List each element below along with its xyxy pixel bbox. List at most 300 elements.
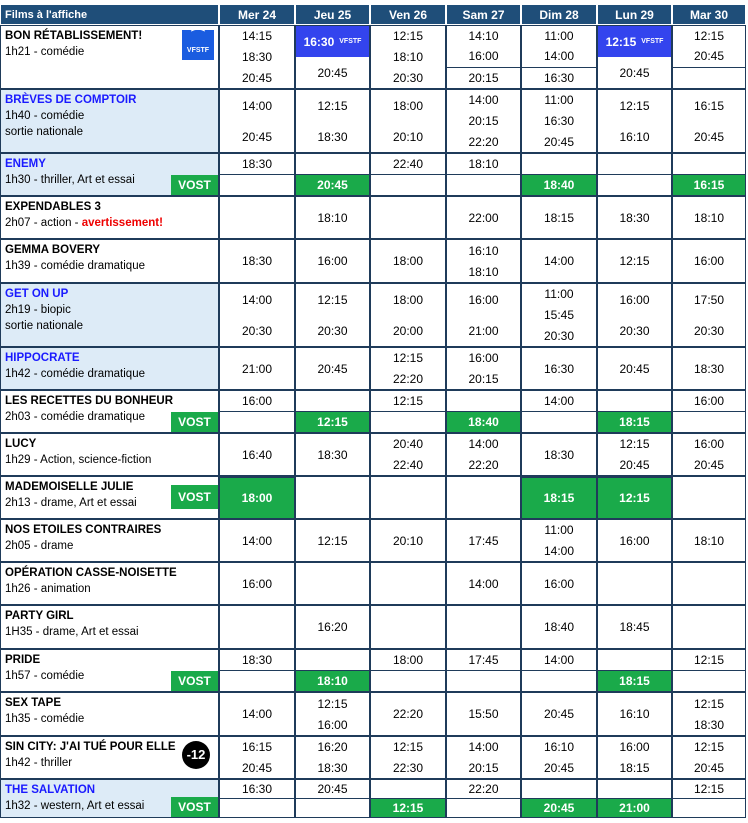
showtime: 11:00 <box>544 523 574 538</box>
showtime: 20:10 <box>392 533 424 548</box>
day-cell <box>672 649 746 692</box>
showtime: 20:45 <box>693 760 725 775</box>
showtime: 18:10 <box>693 210 725 225</box>
showtime <box>447 798 520 817</box>
day-cell <box>219 736 295 779</box>
showtime <box>447 606 520 648</box>
showtime: 12:15 <box>317 98 348 113</box>
day-header: Sam 27 <box>446 4 521 25</box>
showtime: 16:20 <box>317 620 348 634</box>
film-cell <box>0 283 219 347</box>
day-cell <box>295 736 370 779</box>
showtime: 17:45 <box>468 653 499 667</box>
day-cell <box>295 239 370 283</box>
showtime: 12:15 <box>693 740 725 755</box>
day-cell <box>521 433 597 476</box>
film-detail: 2h19 - biopic <box>5 304 71 316</box>
showtime: 18:40 <box>543 620 575 634</box>
day-cell <box>597 476 672 519</box>
showtime: 16:00 <box>317 254 348 268</box>
showtime <box>296 477 369 518</box>
film-detail: 1h30 - thriller, Art et essai <box>5 174 135 186</box>
vfstf-logo-label: VFSTF <box>186 47 210 54</box>
film-title: BON RÉTABLISSEMENT! <box>5 30 143 42</box>
day-cell <box>295 196 370 239</box>
showtime: 16:15 <box>693 98 725 113</box>
day-cell <box>219 283 295 347</box>
showtime: 20:15 <box>447 67 520 88</box>
showtime: 15:50 <box>468 707 499 721</box>
day-cell <box>521 562 597 605</box>
showtime <box>371 670 445 691</box>
day-cell <box>446 25 521 89</box>
film-cell <box>0 239 219 283</box>
film-title: GEMMA BOVERY <box>5 244 100 256</box>
day-cell <box>597 649 672 692</box>
showtime: 18:30 <box>693 717 725 732</box>
day-cell <box>219 779 295 818</box>
film-detail: 2h03 - comédie dramatique <box>5 411 145 423</box>
day-cell <box>597 433 672 476</box>
showtime: 16:00 <box>693 437 725 452</box>
day-cell <box>597 196 672 239</box>
day-cell <box>597 89 672 153</box>
film-title: ENEMY <box>5 158 46 170</box>
day-cell <box>672 562 746 605</box>
showtime: 14:00 <box>468 437 499 452</box>
film-detail: sortie nationale <box>5 320 83 332</box>
showtime: 12:15 <box>693 696 725 711</box>
showtime: 18:30 <box>693 361 725 376</box>
film-detail: 1h39 - comédie dramatique <box>5 260 145 272</box>
showtime-vost: 18:40 <box>447 411 520 432</box>
showtime: 12:15 <box>619 98 650 113</box>
showtime <box>371 411 445 432</box>
day-cell <box>295 283 370 347</box>
film-detail: 1h42 - thriller <box>5 757 73 769</box>
showtime <box>447 391 520 411</box>
film-title: BRÈVES DE COMPTOIR <box>5 94 137 106</box>
showtime: 12:15 <box>392 740 424 755</box>
film-detail: 1h40 - comédie <box>5 110 85 122</box>
showtime: 14:00 <box>241 292 273 307</box>
showtime: 20:45 <box>543 707 575 721</box>
day-cell <box>672 390 746 433</box>
day-cell <box>672 736 746 779</box>
day-cell <box>521 649 597 692</box>
day-cell <box>446 347 521 390</box>
showtime: 22:20 <box>468 457 499 472</box>
film-title: MADEMOISELLE JULIE <box>5 481 134 493</box>
showtime: 20:45 <box>317 65 348 80</box>
day-cell <box>219 605 295 649</box>
showtime-vost: 20:45 <box>522 798 596 817</box>
showtime: 18:45 <box>619 620 650 634</box>
showtime: 22:20 <box>392 371 424 386</box>
showtime: 16:10 <box>543 740 575 755</box>
film-detail: 1h42 - comédie dramatique <box>5 368 145 380</box>
showtime: 11:00 <box>544 93 574 108</box>
day-cell <box>446 89 521 153</box>
day-cell <box>219 390 295 433</box>
film-detail: 2h05 - drame <box>5 540 74 552</box>
showtime <box>598 650 671 670</box>
showtime: 21:00 <box>241 361 273 376</box>
film-cell <box>0 390 219 433</box>
showtime <box>371 606 445 648</box>
showtime: 20:45 <box>543 760 575 775</box>
day-cell <box>446 476 521 519</box>
showtime-vost: 18:15 <box>598 411 671 432</box>
day-cell <box>446 649 521 692</box>
showtime: 22:00 <box>468 210 499 225</box>
day-cell <box>597 390 672 433</box>
day-cell <box>446 196 521 239</box>
showtime: 17:50 <box>693 292 725 307</box>
showtime <box>371 780 445 798</box>
showtime: 16:20 <box>317 740 348 755</box>
showtime: 16:00 <box>241 394 273 408</box>
day-cell <box>295 89 370 153</box>
warning-label: avertissement! <box>81 217 163 229</box>
showtime <box>673 798 745 817</box>
day-cell <box>521 283 597 347</box>
showtime: 16:00 <box>468 292 499 307</box>
showtime: 18:10 <box>468 157 499 171</box>
showtime: 20:45 <box>317 782 348 796</box>
showtime <box>447 174 520 195</box>
showtime: 16:10 <box>619 707 650 721</box>
showtime: 12:15 <box>317 292 348 307</box>
day-cell <box>446 562 521 605</box>
day-cell <box>219 196 295 239</box>
showtime: 14:00 <box>468 576 499 591</box>
day-cell <box>370 347 446 390</box>
showtime: 14:00 <box>543 394 575 408</box>
day-cell <box>370 692 446 736</box>
showtime: 18:00 <box>392 98 424 113</box>
showtime: 14:00 <box>241 707 273 721</box>
day-cell <box>521 25 597 89</box>
showtime: 16:10 <box>468 243 499 258</box>
day-cell <box>370 196 446 239</box>
film-detail: 2h07 - action - avertissement! <box>5 217 163 229</box>
showtime-vost: 16:15 <box>673 174 745 195</box>
showtime <box>673 670 745 691</box>
showtime: 20:15 <box>468 760 499 775</box>
showtime: 16:30 <box>241 782 273 796</box>
showtime: 20:45 <box>543 134 575 149</box>
day-header: Lun 29 <box>597 4 672 25</box>
day-cell <box>521 692 597 736</box>
showtime: 16:00 <box>241 576 273 591</box>
day-cell <box>521 239 597 283</box>
showtime: 18:10 <box>392 50 424 64</box>
showtime: 20:30 <box>317 323 348 338</box>
day-cell <box>672 196 746 239</box>
film-cell <box>0 196 219 239</box>
showtime <box>220 411 294 432</box>
day-cell <box>597 692 672 736</box>
day-cell <box>219 519 295 562</box>
showtime: 22:20 <box>468 134 499 149</box>
showtime: 20:40 <box>392 437 424 452</box>
showtime: 16:30 <box>522 67 596 88</box>
showtime: 18:10 <box>468 264 499 279</box>
showtime-vost: 18:15 <box>598 670 671 691</box>
film-title: SIN CITY: J'AI TUÉ POUR ELLE <box>5 741 176 753</box>
day-cell <box>597 239 672 283</box>
showtime: 18:00 <box>392 254 424 268</box>
showtime <box>598 563 671 604</box>
day-cell <box>370 649 446 692</box>
showtime: 18:30 <box>317 447 348 462</box>
day-header: Mer 24 <box>219 4 295 25</box>
showtime-vost: 12:15 <box>296 411 369 432</box>
showtime <box>220 197 294 238</box>
film-detail: 1h21 - comédie <box>5 46 85 58</box>
showtime: 20:45 <box>619 457 650 472</box>
showtime: 16:00 <box>468 351 499 366</box>
showtime <box>296 154 369 174</box>
day-cell <box>672 283 746 347</box>
film-cell <box>0 736 219 779</box>
showtime: 12:15 <box>392 394 424 408</box>
film-title: OPÉRATION CASSE-NOISETTE <box>5 567 177 579</box>
day-header: Jeu 25 <box>295 4 370 25</box>
day-cell <box>370 239 446 283</box>
showtime <box>296 650 369 670</box>
showtime: 20:30 <box>241 323 273 338</box>
showtime <box>220 174 294 195</box>
day-cell <box>219 89 295 153</box>
showtime: 18:15 <box>619 760 650 775</box>
day-cell <box>672 153 746 196</box>
showtime: 21:00 <box>468 323 499 338</box>
day-cell <box>295 692 370 736</box>
showtime: 14:10 <box>468 29 499 44</box>
day-cell <box>446 779 521 818</box>
day-cell <box>370 562 446 605</box>
day-cell <box>295 390 370 433</box>
showtime <box>296 563 369 604</box>
day-cell <box>521 519 597 562</box>
day-cell <box>672 476 746 519</box>
showtime <box>522 670 596 691</box>
showtime: 12:15 <box>317 696 348 711</box>
showtime: 20:45 <box>693 129 725 144</box>
showtime: 20:45 <box>619 361 650 376</box>
day-cell <box>219 562 295 605</box>
day-cell <box>370 283 446 347</box>
day-cell <box>597 347 672 390</box>
day-cell <box>672 433 746 476</box>
day-cell <box>370 476 446 519</box>
film-detail: 1h57 - comédie <box>5 670 85 682</box>
showtime: 18:10 <box>317 210 348 225</box>
showtime: 20:45 <box>241 70 273 85</box>
film-title: PARTY GIRL <box>5 610 74 622</box>
film-title: EXPENDABLES 3 <box>5 201 101 213</box>
day-cell <box>597 562 672 605</box>
day-cell <box>219 347 295 390</box>
showtime: 15:45 <box>543 308 575 322</box>
day-cell <box>672 239 746 283</box>
film-title: GET ON UP <box>5 288 69 300</box>
day-cell <box>370 390 446 433</box>
day-cell <box>219 649 295 692</box>
showtime: 18:30 <box>317 760 348 775</box>
day-cell <box>370 89 446 153</box>
showtime <box>673 411 745 432</box>
showtime: 20:00 <box>392 323 424 338</box>
showtime: 18:30 <box>241 653 273 667</box>
day-cell <box>295 476 370 519</box>
showtime: 20:15 <box>468 371 499 386</box>
showtime: 12:15 <box>693 782 725 796</box>
day-cell <box>446 605 521 649</box>
day-cell <box>219 239 295 283</box>
showtime: 16:00 <box>619 292 650 307</box>
showtime: 12:15 <box>392 351 424 366</box>
schedule-table <box>0 4 746 818</box>
day-cell <box>295 347 370 390</box>
day-cell <box>597 736 672 779</box>
showtime: 18:30 <box>317 129 348 144</box>
day-cell <box>295 562 370 605</box>
day-cell <box>219 692 295 736</box>
film-title: LUCY <box>5 438 37 450</box>
showtime: 18:10 <box>693 533 725 548</box>
showtime: 18:30 <box>543 447 575 462</box>
day-cell <box>219 153 295 196</box>
showtime: 14:00 <box>241 98 273 113</box>
film-detail: 1h29 - Action, science-fiction <box>5 454 152 466</box>
film-detail: 1h35 - comédie <box>5 713 85 725</box>
ear-icon: ⌒ <box>191 28 205 44</box>
showtime: 14:00 <box>468 740 499 755</box>
showtime: 16:30 <box>543 361 575 376</box>
showtime <box>598 391 671 411</box>
day-cell <box>295 153 370 196</box>
day-cell <box>295 25 370 89</box>
showtime: 12:15 <box>619 437 650 452</box>
day-cell <box>597 605 672 649</box>
vost-badge: VOST <box>171 671 218 691</box>
showtime-vost: 18:10 <box>296 670 369 691</box>
film-detail: 2h13 - drame, Art et essai <box>5 497 137 509</box>
showtime: 14:00 <box>241 533 273 548</box>
showtime-vost: 20:45 <box>296 174 369 195</box>
vost-badge: VOST <box>171 412 218 432</box>
film-cell <box>0 649 219 692</box>
day-cell <box>521 196 597 239</box>
day-cell <box>295 649 370 692</box>
showtime: 12:15 <box>693 29 725 44</box>
day-header: Dim 28 <box>521 4 597 25</box>
showtime-vost: 18:40 <box>522 174 596 195</box>
film-title: LES RECETTES DU BONHEUR <box>5 395 174 407</box>
film-title: THE SALVATION <box>5 784 96 796</box>
day-cell <box>370 25 446 89</box>
day-cell <box>370 519 446 562</box>
showtime: 16:00 <box>619 740 650 755</box>
showtime <box>673 477 745 518</box>
day-cell <box>295 519 370 562</box>
day-cell <box>521 89 597 153</box>
day-cell <box>521 390 597 433</box>
film-cell <box>0 347 219 390</box>
day-cell <box>295 433 370 476</box>
showtime <box>447 477 520 518</box>
showtime: 20:30 <box>693 323 725 338</box>
showtime-vost: 12:15 <box>371 798 445 817</box>
hearing-impaired-icon <box>182 30 214 60</box>
film-cell <box>0 89 219 153</box>
film-title: HIPPOCRATE <box>5 352 80 364</box>
day-cell <box>446 736 521 779</box>
day-cell <box>370 605 446 649</box>
showtime: 17:45 <box>468 533 499 548</box>
showtime: 16:00 <box>468 49 499 64</box>
showtime: 14:00 <box>543 653 575 667</box>
film-cell <box>0 25 219 89</box>
showtime: 20:30 <box>543 328 575 343</box>
day-cell <box>672 347 746 390</box>
showtime: 22:30 <box>392 760 424 775</box>
showtime: 18:30 <box>241 50 273 64</box>
film-cell <box>0 605 219 649</box>
vost-badge: VOST <box>171 797 218 817</box>
day-cell <box>219 476 295 519</box>
day-header: Ven 26 <box>370 4 446 25</box>
showtime: 12:15 <box>619 254 650 268</box>
showtime <box>220 798 294 817</box>
day-cell <box>446 692 521 736</box>
showtime: 20:30 <box>619 323 650 338</box>
showtime <box>447 670 520 691</box>
showtime: 11:00 <box>544 287 574 302</box>
film-detail: 1H35 - drame, Art et essai <box>5 626 139 638</box>
day-cell <box>672 25 746 89</box>
showtime: 22:20 <box>468 782 499 796</box>
films-header: Films à l'affiche <box>0 4 219 25</box>
day-cell <box>672 779 746 818</box>
showtime-vost: 18:00 <box>220 477 294 518</box>
showtime <box>522 780 596 798</box>
showtime: 12:15 <box>392 29 424 44</box>
day-cell <box>597 25 672 89</box>
showtime: 14:00 <box>543 49 575 64</box>
showtime-vost: 12:15 <box>598 477 671 518</box>
showtime <box>673 606 745 648</box>
showtime: 14:00 <box>543 254 575 268</box>
showtime <box>673 67 745 88</box>
day-cell <box>597 283 672 347</box>
showtime-vfstf: 12:15 VFSTF <box>598 26 671 57</box>
day-cell <box>446 239 521 283</box>
film-cell <box>0 476 219 519</box>
film-title: SEX TAPE <box>5 697 62 709</box>
day-header: Mar 30 <box>672 4 746 25</box>
day-cell <box>597 519 672 562</box>
day-cell <box>219 25 295 89</box>
vost-badge: VOST <box>171 175 218 195</box>
showtime: 16:00 <box>693 254 725 268</box>
showtime <box>598 174 671 195</box>
day-cell <box>446 519 521 562</box>
showtime: 12:15 <box>317 533 348 548</box>
